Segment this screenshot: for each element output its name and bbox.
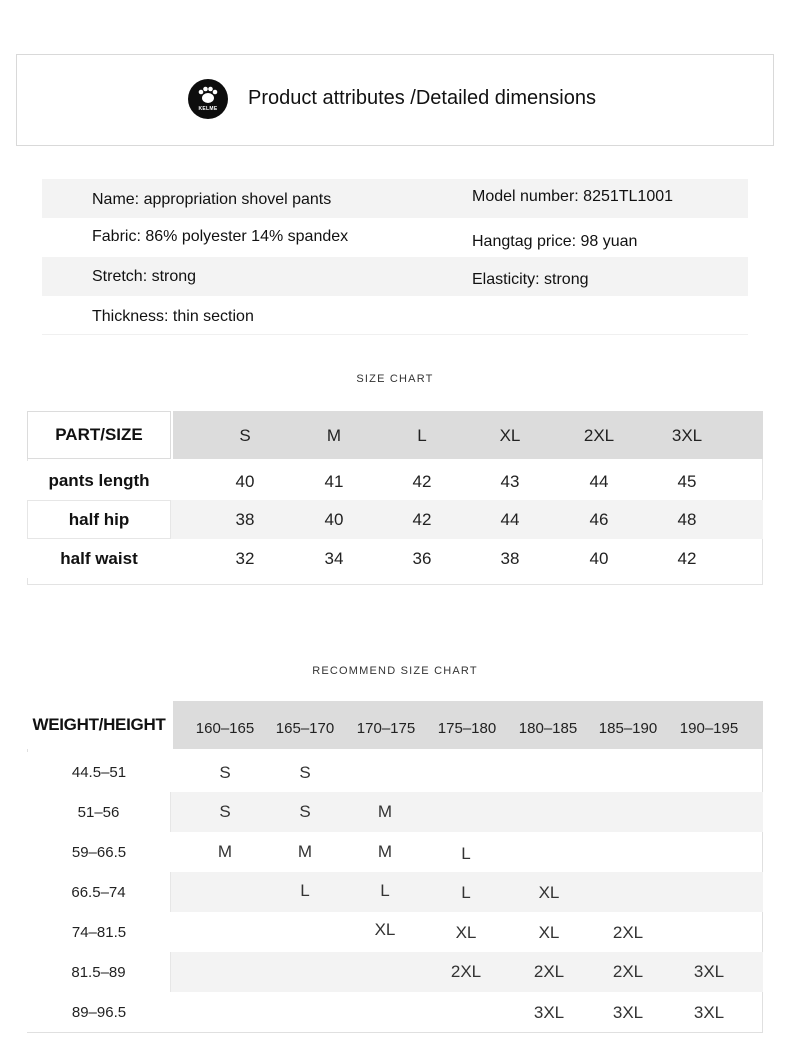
table-cell: 40 (324, 510, 344, 529)
table-cell: L (380, 881, 390, 900)
table-cell: 40 (589, 549, 609, 568)
row-label: half hip (27, 500, 171, 539)
size-chart-caption: SIZE CHART (356, 373, 434, 385)
table-cell: M (217, 842, 233, 861)
table-cell: 2XL (450, 962, 482, 981)
table-cell: M (297, 842, 313, 861)
table-cell: XL (374, 920, 396, 939)
row-label: 44.5–51 (27, 752, 171, 792)
table-cell: 42 (677, 549, 697, 568)
height-header: 160–165 (195, 720, 255, 737)
height-header: 180–185 (518, 720, 578, 737)
attribute-row (42, 179, 748, 218)
table-cell: 48 (677, 510, 697, 529)
table-row (27, 832, 763, 872)
table-cell: S (299, 763, 311, 782)
attribute-row (42, 257, 748, 296)
table-cell: 44 (589, 472, 609, 491)
size-header: 3XL (671, 426, 703, 445)
table-cell: 3XL (533, 1003, 565, 1022)
size-header: S (239, 426, 251, 445)
table-row (27, 872, 763, 912)
table-row (27, 752, 763, 792)
attribute-row (42, 296, 748, 335)
table-cell: L (461, 844, 471, 863)
size-header: 2XL (583, 426, 615, 445)
recommend-size-table (27, 701, 763, 1033)
table-cell: XL (538, 883, 560, 902)
table-cell: 32 (235, 549, 255, 568)
paw-icon (188, 79, 228, 119)
table-cell: S (299, 802, 311, 821)
table-cell: 42 (412, 472, 432, 491)
table-cell: S (219, 763, 231, 782)
row-label: 74–81.5 (27, 912, 171, 952)
size-header: XL (499, 426, 521, 445)
table-cell: L (300, 881, 310, 900)
table-cell: M (377, 842, 393, 861)
attribute-elasticity: Elasticity: strong (472, 271, 589, 288)
table-cell: 44 (500, 510, 520, 529)
table-row (27, 792, 763, 832)
table-cell: 2XL (612, 923, 644, 942)
table-cell: 34 (324, 549, 344, 568)
table-cell: 41 (324, 472, 344, 491)
table-row (27, 912, 763, 952)
page-title: Product attributes /Detailed dimensions (248, 87, 596, 109)
row-label: 51–56 (27, 792, 171, 832)
attribute-thickness: Thickness: thin section (92, 308, 254, 325)
size-header: M (326, 426, 342, 445)
row-label: 66.5–74 (27, 872, 171, 912)
row-label: pants length (27, 461, 171, 500)
table-row (27, 539, 763, 578)
size-header-cells (173, 411, 763, 459)
table-cell: 38 (500, 549, 520, 568)
table-cell: 42 (412, 510, 432, 529)
attribute-name: Name: appropriation shovel pants (92, 191, 332, 208)
height-header: 185–190 (598, 720, 658, 737)
table-cell: L (461, 883, 471, 902)
row-label: 59–66.5 (27, 832, 171, 872)
table-cell: 3XL (612, 1003, 644, 1022)
size-chart-table (27, 411, 763, 585)
row-label: 81.5–89 (27, 952, 171, 992)
table-cell: 36 (412, 549, 432, 568)
logo-wordmark: KELME (198, 106, 218, 112)
table-header-row (27, 411, 763, 459)
height-header: 165–170 (275, 720, 335, 737)
table-row (27, 952, 763, 992)
table-row (27, 461, 763, 500)
table-cell: M (377, 802, 393, 821)
table-cell: 2XL (612, 962, 644, 981)
table-cell: 38 (235, 510, 255, 529)
table-cell: S (219, 802, 231, 821)
table-cell: XL (455, 923, 477, 942)
table-row (27, 992, 763, 1032)
corner-label: PART/SIZE (27, 411, 171, 459)
height-header: 170–175 (356, 720, 416, 737)
attribute-row (42, 218, 748, 257)
height-header: 190–195 (679, 720, 739, 737)
row-label: 89–96.5 (27, 992, 171, 1032)
height-header: 175–180 (437, 720, 497, 737)
attribute-fabric: Fabric: 86% polyester 14% spandex (92, 228, 349, 245)
row-label: half waist (27, 539, 171, 578)
product-attributes (42, 179, 748, 335)
brand-logo (188, 79, 228, 119)
attribute-stretch: Stretch: strong (92, 268, 197, 285)
table-cell: 43 (500, 472, 520, 491)
table-cell: 40 (235, 472, 255, 491)
recommend-chart-caption: RECOMMEND SIZE CHART (312, 665, 478, 677)
table-cell: XL (538, 923, 560, 942)
table-cell: 3XL (693, 962, 725, 981)
attribute-hangtag-price: Hangtag price: 98 yuan (472, 233, 638, 250)
table-row (27, 500, 763, 539)
height-header-cells (173, 701, 763, 749)
table-cell: 45 (677, 472, 697, 491)
size-header: L (417, 426, 427, 445)
header-banner (16, 54, 774, 146)
corner-label: WEIGHT/HEIGHT (27, 701, 171, 749)
table-cell: 46 (589, 510, 609, 529)
table-cell: 2XL (533, 962, 565, 981)
table-cell: 3XL (693, 1003, 725, 1022)
attribute-model-number: Model number: 8251TL1001 (472, 188, 674, 205)
